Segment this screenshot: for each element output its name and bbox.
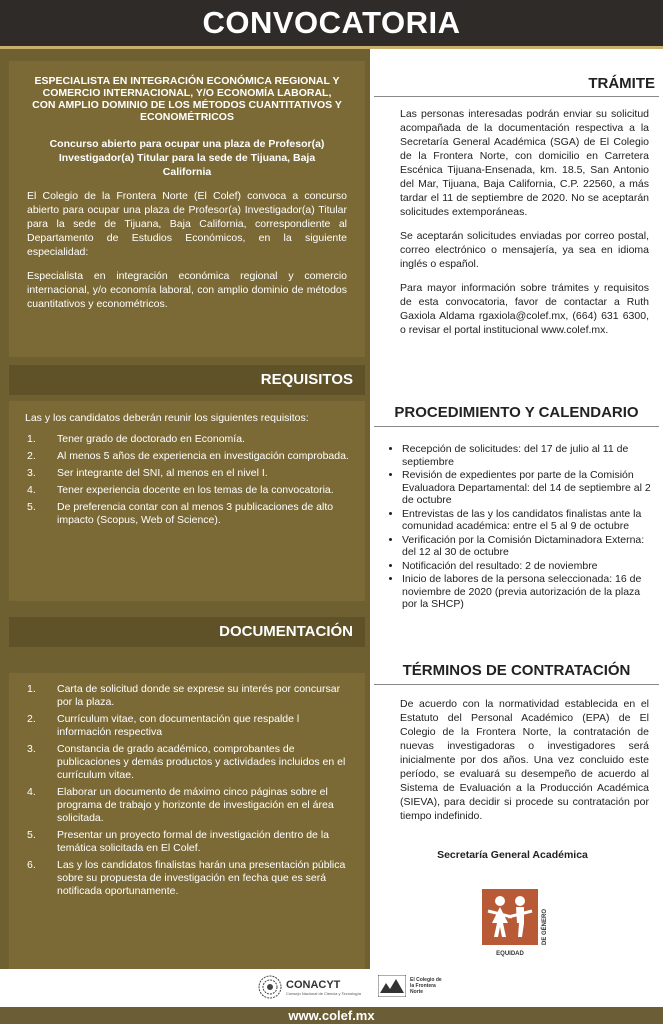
page-title: CONVOCATORIA — [202, 5, 461, 40]
logos-bar — [0, 969, 663, 1007]
signature: Secretaría General Académica — [437, 849, 588, 861]
intro-paragraph: El Colegio de la Frontera Norte (El Colef) convoca a concurso abierto para ocupar una plaza de Profesor(a) Investigador(a) Titular para la sede de Tijuana, Baja California, correspondiente al Departamento de Estudios Económicos, en la siguiente especialidad: — [27, 190, 347, 258]
colef-logo: El Colegio de la Frontera Norte — [378, 975, 444, 997]
list-item: 6. Las y los candidatos finalistas harán una presentación pública sobre su propuesta de investigación en fecha que es será notificada oportunamente. — [27, 859, 346, 897]
calendario-list — [374, 443, 659, 611]
list-item: 1. Carta de solicitud donde se exprese su interés por concursar por la plaza. — [27, 683, 341, 708]
list-item: • Verificación por la Comisión Dictaminadora Externa: del 12 al 30 de octubre — [402, 534, 651, 559]
specialty-paragraph: Especialista en integración económica regional y comercio internacional, y/o economía laboral, con amplio dominio de métodos cuantitativos y econométricos. — [27, 270, 347, 310]
svg-text:EQUIDAD: EQUIDAD — [496, 951, 524, 957]
list-item: 4. Elaborar un documento de máximo cinco páginas sobre el programa de trabajo y horizonte de investigación en el área solicitada. — [27, 786, 334, 824]
requisitos-section — [9, 401, 365, 601]
requisitos-intro: Las y los candidatos deberán reunir los siguientes requisitos: — [25, 412, 309, 424]
requisitos-list — [9, 433, 365, 527]
tramite-heading: TRÁMITE — [374, 71, 659, 97]
list-item: 5. De preferencia contar con al menos 3 publicaciones de alto impacto (Scopus, Web of Science). — [27, 501, 334, 526]
tramite-paragraph: Se aceptarán solicitudes enviadas por correo postal, correo electrónico o mensajería, ya sea en idioma inglés o español. — [400, 230, 649, 270]
tramite-section — [374, 107, 659, 347]
documentacion-heading: DOCUMENTACIÓN — [9, 617, 365, 647]
left-column — [0, 49, 370, 969]
colef-emblem-icon — [378, 975, 406, 997]
documentacion-section — [9, 673, 365, 969]
contest-subtitle: Concurso abierto para ocupar una plaza de Profesor(a) Investigador(a) Titular para la sede de Tijuana, Baja California — [49, 138, 325, 178]
list-item: 4. Tener experiencia docente en los temas de la convocatoria. — [27, 484, 334, 496]
svg-text:DE GÉNERO: DE GÉNERO — [542, 908, 548, 945]
list-item: • Entrevistas de las y los candidatos finalistas ante la comunidad académica: entre el 5 al 9 de octubre — [402, 508, 651, 533]
position-title: ESPECIALISTA EN INTEGRACIÓN ECONÓMICA REGIONAL Y COMERCIO INTERNACIONAL, Y/O ECONOMÍA LABORAL, CON AMPLIO DOMINIO DE LOS MÉTODOS CUANTITATIVOS Y ECONOMÉTRICOS — [32, 75, 342, 123]
list-item: • Recepción de solicitudes: del 17 de julio al 11 de septiembre — [402, 443, 651, 468]
list-item: • Inicio de labores de la persona seleccionada: 16 de noviembre de 2020 (previa autorización de la plaza por la SHCP) — [402, 573, 651, 611]
procedimiento-heading: PROCEDIMIENTO Y CALENDARIO — [374, 399, 659, 427]
list-item: • Notificación del resultado: 2 de noviembre — [402, 560, 651, 573]
requisitos-heading: REQUISITOS — [9, 365, 365, 395]
tramite-paragraph: Para mayor información sobre trámites y requisitos de esta convocatoria, favor de contactar a Ruth Gaxiola Aldama rgaxiola@colef.mx, (664) 631 6300, o revisar el portal institucional www.colef.mx. — [400, 282, 649, 336]
intro-section — [9, 61, 365, 357]
conacyt-emblem-icon — [258, 975, 282, 999]
list-item: 3. Ser integrante del SNI, al menos en el nivel I. — [27, 467, 268, 479]
conacyt-logo: CONACYT Consejo Nacional de Ciencia y Tecnología — [258, 975, 361, 999]
terminos-paragraph: De acuerdo con la normatividad establecida en el Estatuto del Personal Académico (EPA) de El Colegio de la Frontera Norte, la contratación de nuevas investigadoras o investigadores será inicialmente por dos años. Una vez concluido este período, se evaluará su desempeño de acuerdo al Sistema de Evaluación a la Producción Académica (SIEVA), para decidir si procede su contratación por tiempo indefinido. — [400, 698, 649, 822]
footer-url[interactable]: www.colef.mx — [0, 1007, 663, 1024]
list-item: 2. Currículum vitae, con documentación que respalde l información respectiva — [27, 713, 300, 738]
calendario-section — [374, 443, 659, 612]
documentacion-list — [9, 683, 365, 898]
terminos-section — [374, 697, 659, 833]
header-bar — [0, 0, 663, 46]
list-item: 1. Tener grado de doctorado en Economía. — [27, 433, 245, 445]
list-item: 3. Constancia de grado académico, comprobantes de publicaciones y demás productos y actividades incluidos en el currículum vitae. — [27, 743, 346, 781]
tramite-paragraph: Las personas interesadas podrán enviar su solicitud acompañada de la documentación respectiva a la Secretaría General Académica (SGA) de El Colegio de la Frontera Norte, con domicilio en Carretera Escénica Tijuana-Ensenada, km. 18.5, San Antonio del Mar, Tijuana, Baja California, C.P. 22560, a más tardar el 11 de septiembre de 2020. No se aceptarán solicitudes extemporáneas. — [400, 108, 649, 218]
list-item: 5. Presentar un proyecto formal de investigación dentro de la temática solicitada en El Colef. — [27, 829, 329, 854]
equidad-genero-logo — [482, 889, 554, 961]
right-column — [370, 49, 663, 969]
terminos-heading: TÉRMINOS DE CONTRATACIÓN — [374, 657, 659, 685]
list-item: • Revisión de expedientes por parte de la Comisión Evaluadora Departamental: del 14 de septiembre al 2 de octubre — [402, 469, 651, 507]
list-item: 2. Al menos 5 años de experiencia en investigación comprobada. — [27, 450, 349, 462]
